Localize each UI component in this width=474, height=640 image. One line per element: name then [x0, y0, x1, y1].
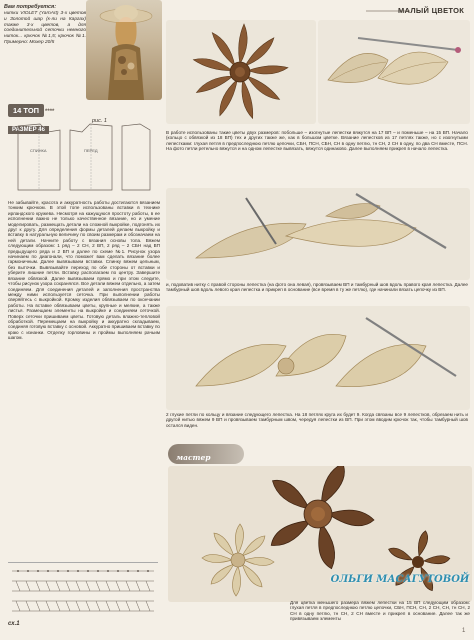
figure1-label: рис. 1 — [92, 118, 107, 124]
large-flower-photo — [166, 20, 316, 124]
rating-stars: **** — [45, 109, 55, 115]
brown-flower-icon — [166, 20, 316, 124]
bottom-instructions: Для цветка меньшего размера вяжем лепестки на 15 ВП следующим образом: глухая петля в предпоследнюю петлю цепочки, СБН, ПСН, СН, 2 СН, СН, тн СН, 2 СН в одну петлю, тн СН, 2 СН вместе и прикреп в основание. Далее так же привязываем элементы — [290, 600, 470, 622]
author-name: ОЛЬГИ МАСАГУТОВОЙ — [330, 574, 470, 585]
main-instructions: Не забывайте, красота и аккуратность работы достигаются вязанием тонким крючком. В этой топе использованы вставки в технике ирландского кружева. Несмотря на кажущуюся простоту работы, в ее исполнении важно не только качественное вязание, но и умение моделировать, размещать детали на сложной выкройке, подгонять их друг к другу. Для определения формы деталей делаем выкройку и вставку в натуральную величину по своим размерам и обозначаем на ней детали. Начните работу с вязания основы топа. Вяжем следующим образом: 1 ряд – 2 СН, 2 ВП, 2 ряд – 2 СБН над ВП предыдущего ряда и 2 ВП и далее по схеме №1. Рисунок узора начинаем по диагонали, что поможет вам сделать вязание более гармоничным. Далее вывязываем вставки. Спинку вяжем цельным, без выточки. Вывязывайте переход по обе стороны от вставки и уберите лишние петли. Вставку располагаем по центру. Завершите вязание обвязкой. Далее вывязываем прямо и при этом следите, чтобы рисунок узора сохранялся. Все детали вяжем отдельно, а затем соединяем. Для соединения деталей и заполнения пространства между ними используется сеточка. При выполнении работы сверяйтесь с выкройкой. Кромку изделия обвязываем по окончании работы. На вставке обвязываем цветы, крупные и мелкие, а также листья. Размещаем элементы на выкройке и соединяем сеточкой. Поверх сеточки пришиваем цветы. Готовую деталь влажно-тепловой обработкой. Перемещаем на выкройку и аккуратно складываем, соединяя готовую вставку с основой. Аккуратно пришиваем вставку по краю с изнанки. Отделку горловины и проймы выполняем рачьим шагом. — [8, 200, 160, 341]
pattern-drawing — [12, 118, 162, 198]
pattern-front-label: ПЕРЕД — [84, 148, 98, 153]
materials-heading: Вам потребуется: — [4, 4, 57, 10]
top-number: 14 ТОП — [8, 104, 44, 117]
leaf-petals-icon — [166, 306, 470, 410]
model-photo — [86, 0, 162, 100]
header-row — [166, 6, 470, 16]
page-number: 1 — [462, 628, 466, 634]
materials-block — [4, 4, 86, 98]
section-title: МАЛЫЙ ЦВЕТОК — [398, 6, 465, 15]
crochet-step-photo-2 — [166, 306, 470, 410]
materials-text: нитки VIOLET (YarnArt) 3-х цветов и Золотой шар (к-ли на Каргах) также 3-х цветов, а для соединительной сеточки немного ниток... крючок №1,5; крючок №1. Примерно: Мохер 20/5 — [4, 11, 86, 45]
model-illustration — [86, 0, 162, 100]
author-block — [330, 574, 470, 585]
pattern-back-label: СПИНКА — [30, 148, 47, 153]
crochet-leaf-icon — [166, 188, 470, 280]
step1-text: В работе использованы такие цветы двух размеров: побольше – изогнутые лепестки вяжутся на 17 ВП – и поменьше – на 15 ВП. Начало (кольцо с обвязкой из 18 ВП) тех и других также же, как в большом цветке. Вязание лепестков из 17 петлях также, но с изогнутыми лепестками: глухая петля в предпоследнюю петлю цепочки, СБН, ПСН, СБН, СН в одну петлю, тн СН, 2 СН в одну, по два СН вместе, ПСН. На фото петли ретельно вяжутся и на одном лепестке вывязать, вяжутся одинаково. Далее выполняем прикреп в начало лепестка. — [166, 130, 468, 152]
master-class-badge — [168, 444, 244, 464]
leaf-photo-top — [318, 20, 470, 124]
master-class-label: мастер — [176, 453, 211, 462]
beige-leaf-icon — [318, 20, 470, 124]
stitch-scheme — [8, 562, 158, 628]
step2-text: и, подхватив нитку с правой стороны лепестка (на фото она левая), провязываем ВП и тамбурный шов вдоль правого края лепестка. Далее тамбурный шов вдоль левого края лепестка и прикреп в основание (все время в ту же петлю), где начинали вязать цепочку из ВП. — [166, 282, 468, 293]
step3-text: 2 глухие петли по кольцу и вязание следующего лепестка. На 18 петлях круга их будет 9. Когда связаны все 9 лепестков, обрезаем нить и другой нитью вяжем 9 ВП и провязываем тамбурным швом, чередуя лепестки из ВП. При этом вводим крючок так, чтобы тамбурный шов остался виден. — [166, 412, 468, 428]
scheme-label: сх.1 — [8, 621, 20, 627]
crochet-step-photo-1 — [166, 188, 470, 280]
size-label: РАЗМЕР 46 — [8, 126, 49, 134]
pattern-figure — [12, 118, 162, 198]
scheme-grid — [8, 563, 158, 621]
